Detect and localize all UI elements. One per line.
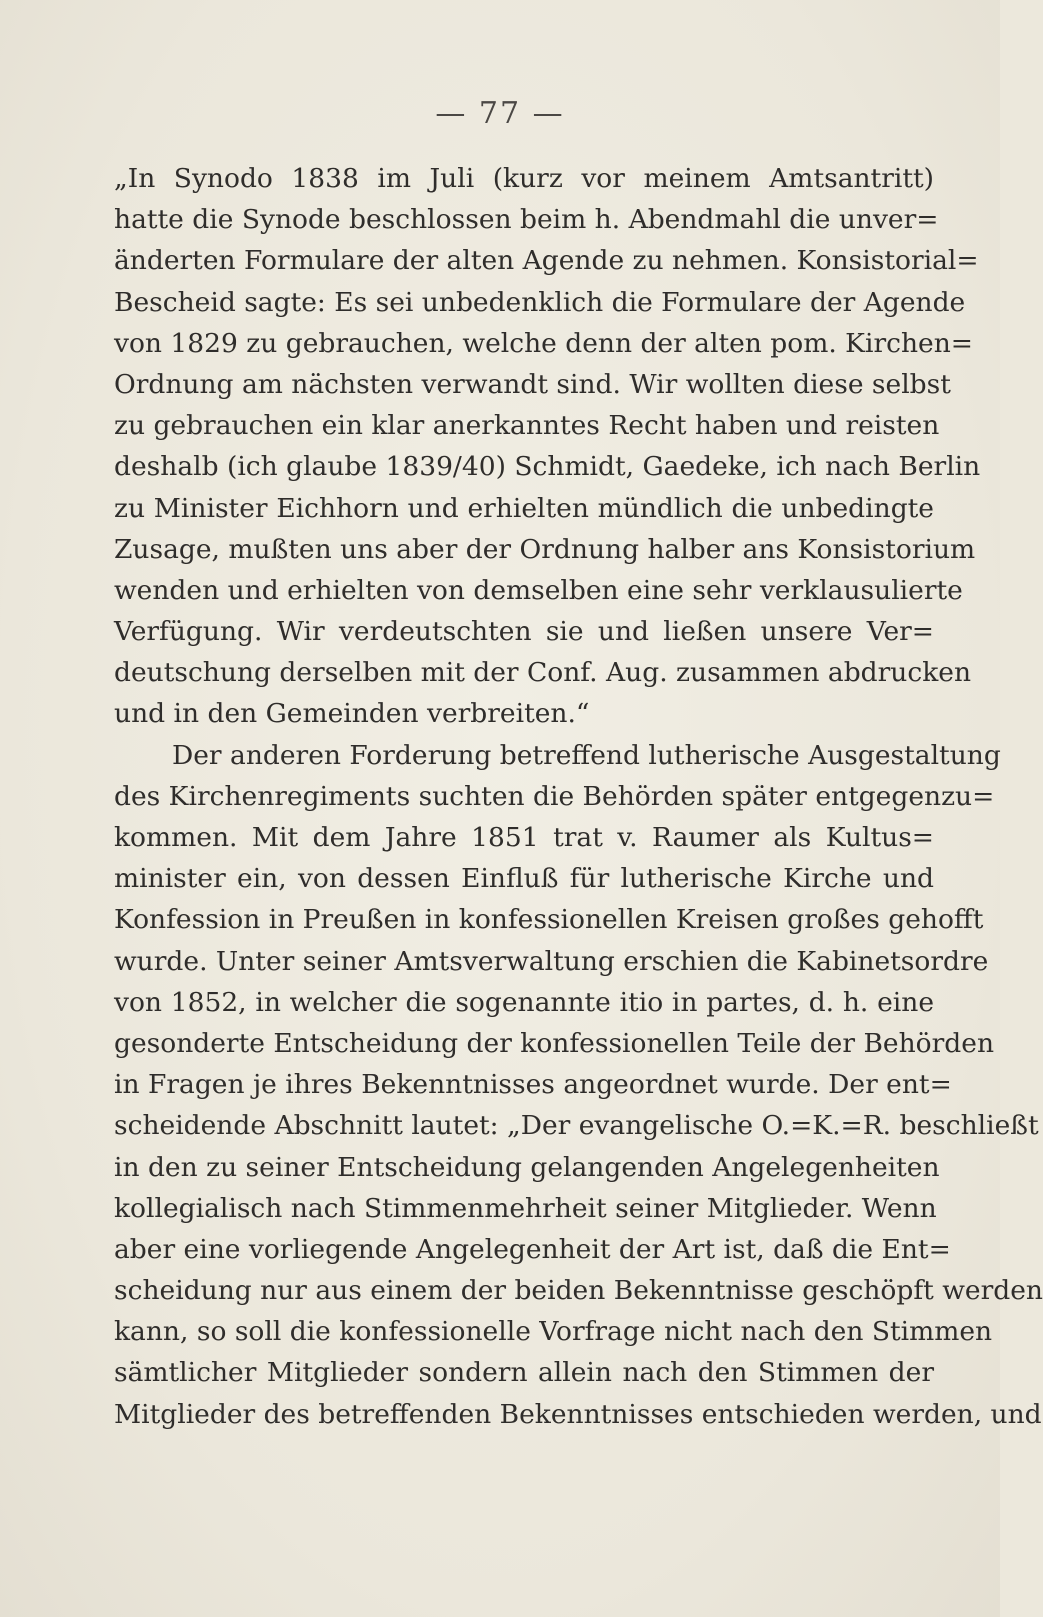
paragraph-2	[114, 735, 1043, 1435]
text-line: Ordnung am nächsten verwandt sind. Wir wollten diese selbst	[114, 368, 951, 400]
text-line: Der anderen Forderung betreffend lutherische Ausgestaltung	[172, 739, 1001, 771]
text-line: zu gebrauchen ein klar anerkanntes Recht haben und reisten	[114, 410, 940, 442]
text-line: „In Synodo 1838 im Juli (kurz vor meinem Amtsantritt)	[114, 163, 934, 194]
body-text	[114, 158, 1043, 1435]
text-line: hatte die Synode beschlossen beim h. Abendmahl die unver=	[114, 204, 939, 236]
text-line: sämtlicher Mitglieder sondern allein nach den Stimmen der	[114, 1357, 934, 1389]
text-line: wurde. Unter seiner Amtsverwaltung erschien die Kabinetsordre	[114, 945, 989, 977]
page-number: — 77 —	[435, 96, 565, 131]
text-line: wenden und erhielten von demselben eine sehr verklausulierte	[114, 574, 963, 606]
text-line: Bescheid sagte: Es sei unbedenklich die Formulare der Agende	[114, 286, 966, 318]
text-line: scheidende Abschnitt lautet: „Der evangelische O.=K.=R. beschließt	[114, 1110, 1039, 1142]
text-line: in den zu seiner Entscheidung gelangenden Angelegenheiten	[114, 1151, 940, 1183]
text-line: in Fragen je ihres Bekenntnisses angeordnet wurde. Der ent=	[114, 1069, 952, 1101]
text-line: kommen. Mit dem Jahre 1851 trat v. Raumer als Kultus=	[114, 822, 934, 853]
text-line: Zusage, mußten uns aber der Ordnung halber ans Konsistorium	[114, 533, 976, 565]
text-line: von 1829 zu gebrauchen, welche denn der alten pom. Kirchen=	[114, 327, 973, 359]
text-line: von 1852, in welcher die sogenannte itio in partes, d. h. eine	[114, 986, 934, 1018]
text-line: scheidung nur aus einem der beiden Bekenntnisse geschöpft werden	[114, 1275, 1043, 1307]
text-line: änderten Formulare der alten Agende zu nehmen. Konsistorial=	[114, 245, 979, 277]
text-line: deutschung derselben mit der Conf. Aug. zusammen abdrucken	[114, 657, 972, 689]
text-line: minister ein, von dessen Einfluß für lutherische Kirche und	[114, 863, 934, 895]
text-line: und in den Gemeinden verbreiten.“	[114, 698, 590, 730]
text-line: Verfügung. Wir verdeutschten sie und ließen unsere Ver=	[114, 616, 934, 648]
text-line: kann, so soll die konfessionelle Vorfrage nicht nach den Stimmen	[114, 1316, 993, 1348]
text-line: Mitglieder des betreffenden Bekenntnisses entschieden werden, und	[114, 1398, 1042, 1430]
text-line: aber eine vorliegende Angelegenheit der Art ist, daß die Ent=	[114, 1233, 951, 1265]
text-line: deshalb (ich glaube 1839/40) Schmidt, Gaedeke, ich nach Berlin	[114, 451, 981, 483]
text-line: kollegialisch nach Stimmenmehrheit seiner Mitglieder. Wenn	[114, 1192, 937, 1224]
text-line: zu Minister Eichhorn und erhielten mündlich die unbedingte	[114, 492, 934, 524]
text-line: Konfession in Preußen in konfessionellen Kreisen großes gehofft	[114, 904, 984, 936]
text-line: des Kirchenregiments suchten die Behörden später entgegenzu=	[114, 780, 995, 812]
text-line: gesonderte Entscheidung der konfessionellen Teile der Behörden	[114, 1027, 995, 1059]
paragraph-1	[114, 158, 981, 735]
